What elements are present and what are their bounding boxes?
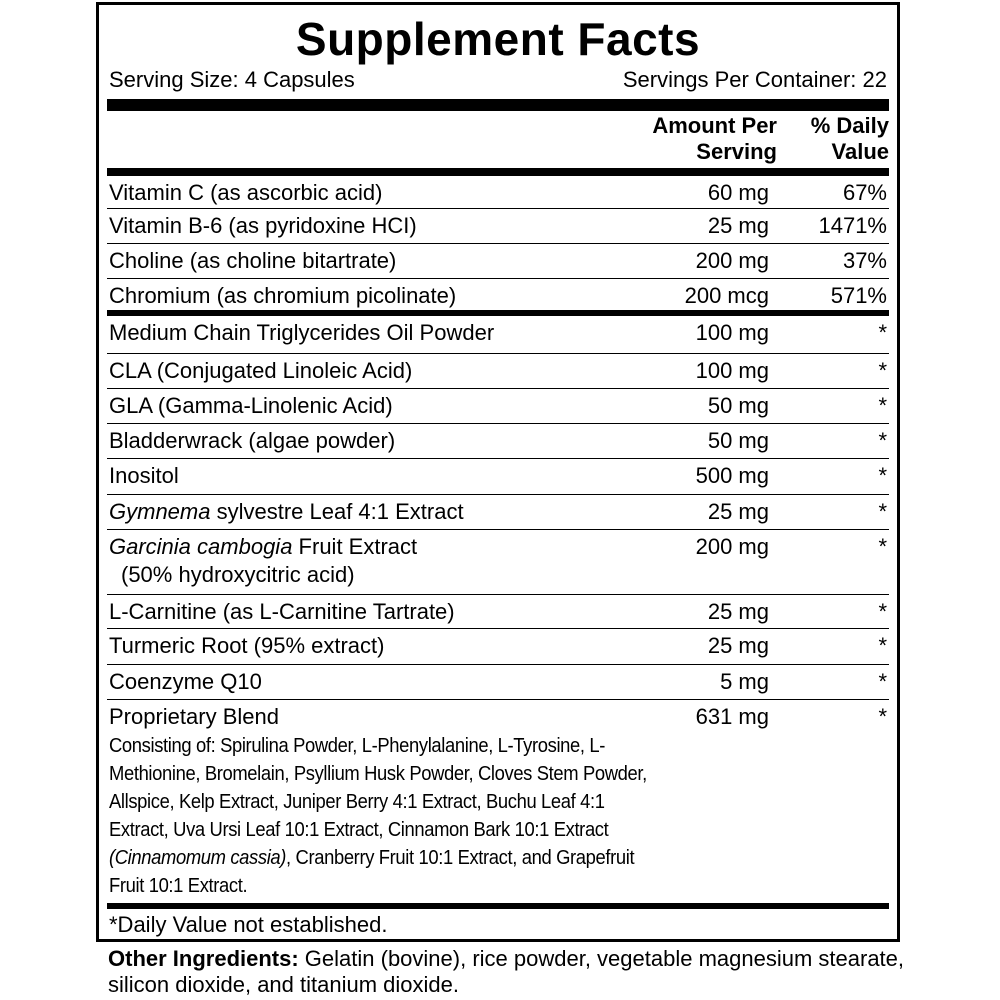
- nutrient-amount: 60 mg: [707, 180, 769, 205]
- ingredient-name: Bladderwrack (algae powder): [109, 428, 396, 453]
- nutrient-row-chromium: [107, 279, 889, 310]
- nutrient-daily-value: 1471%: [818, 213, 887, 238]
- ingredient-amount: 100 mg: [695, 320, 769, 345]
- ingredient-name: Coenzyme Q10: [109, 669, 262, 694]
- ingredient-row-mct: [107, 316, 889, 354]
- ingredient-name-italic: Gymnema: [109, 499, 211, 524]
- daily-value-footnote: *Daily Value not established.: [109, 912, 388, 937]
- ingredient-daily-value: *: [878, 704, 887, 729]
- other-ingredients-text: Gelatin (bovine), rice powder, vegetable magnesium stearate, silicon dioxide, and titanium dioxide.: [108, 946, 905, 997]
- blend-description-part2: , Cranberry Fruit 10:1 Extract, and Grapefruit Fruit 10:1 Extract.: [109, 847, 635, 897]
- ingredient-row-cla: [107, 354, 889, 389]
- ingredient-row-gla: [107, 389, 889, 424]
- ingredient-name: Inositol: [109, 463, 179, 488]
- ingredient-name-rest: sylvestre Leaf 4:1 Extract: [210, 499, 464, 524]
- ingredient-amount: 25 mg: [707, 633, 769, 658]
- ingredient-daily-value: *: [878, 669, 887, 694]
- nutrient-name: Choline (as choline bitartrate): [109, 248, 397, 273]
- ingredient-row-l-carnitine: [107, 595, 889, 629]
- ingredient-amount: 25 mg: [707, 599, 769, 624]
- ingredient-daily-value: *: [878, 428, 887, 453]
- thick-divider: [107, 99, 889, 111]
- blend-description-part1: Consisting of: Spirulina Powder, L-Phenylalanine, L-Tyrosine, L-Methionine, Bromelain, Psyllium Husk Powder, Cloves Stem Powder, Allspice, Kelp Extract, Juniper Berry 4:1 Extract, Buchu Leaf 4:1 Extract, Uva Ursi Leaf 10:1 Extract, Cinnamon Bark 10:1 Extract: [109, 735, 647, 841]
- ingredient-row-gymnema: [107, 495, 889, 530]
- ingredient-name: CLA (Conjugated Linoleic Acid): [109, 358, 413, 383]
- nutrient-daily-value: 37%: [842, 248, 887, 273]
- ingredient-amount: 50 mg: [707, 428, 769, 453]
- ingredient-row-inositol: [107, 459, 889, 495]
- nutrient-row-choline: [107, 244, 889, 279]
- ingredient-daily-value: *: [878, 358, 887, 383]
- ingredient-amount: 50 mg: [707, 393, 769, 418]
- ingredient-row-bladderwrack: [107, 424, 889, 459]
- ingredient-name: GLA (Gamma-Linolenic Acid): [109, 393, 393, 418]
- nutrient-amount: 200 mcg: [684, 283, 769, 308]
- ingredient-subtext: (50% hydroxycitric acid): [121, 562, 355, 587]
- nutrient-name: Vitamin B-6 (as pyridoxine HCI): [109, 213, 417, 238]
- ingredient-row-coq10: [107, 665, 889, 700]
- other-ingredients-label: Other Ingredients:: [108, 946, 299, 971]
- nutrient-daily-value: 67%: [842, 180, 887, 205]
- ingredient-daily-value: *: [878, 393, 887, 418]
- header-daily-value: [811, 113, 889, 165]
- nutrient-name: Chromium (as chromium picolinate): [109, 283, 457, 308]
- header-dv-line2: Value: [831, 139, 889, 164]
- ingredient-amount: 5 mg: [720, 669, 769, 694]
- ingredient-daily-value: *: [878, 599, 887, 624]
- other-ingredients: [108, 946, 908, 998]
- thick-divider: [107, 168, 889, 176]
- ingredient-name: Proprietary Blend: [109, 704, 279, 729]
- ingredient-daily-value: *: [878, 463, 887, 488]
- servings-per-container: Servings Per Container: 22: [622, 67, 887, 92]
- supplement-facts-panel: [96, 2, 900, 942]
- ingredient-amount: 200 mg: [695, 534, 769, 559]
- blend-description-italic: (Cinnamomum cassia): [109, 847, 287, 869]
- blend-description: [109, 732, 661, 900]
- ingredient-daily-value: *: [878, 499, 887, 524]
- nutrient-amount: 25 mg: [707, 213, 769, 238]
- panel-title: Supplement Facts: [295, 13, 701, 65]
- ingredient-daily-value: *: [878, 633, 887, 658]
- serving-size: Serving Size: 4 Capsules: [109, 67, 355, 92]
- ingredient-name: Medium Chain Triglycerides Oil Powder: [109, 320, 495, 345]
- header-amount-line2: Serving: [696, 139, 777, 164]
- ingredient-row-proprietary-blend: [107, 700, 889, 903]
- header-amount-line1: Amount Per: [652, 113, 777, 138]
- nutrient-amount: 200 mg: [695, 248, 769, 273]
- ingredient-amount: 500 mg: [695, 463, 769, 488]
- ingredient-name-rest: Fruit Extract: [292, 534, 418, 559]
- ingredient-name-italic: Garcinia cambogia: [109, 534, 293, 559]
- header-amount-per-serving: [652, 113, 777, 165]
- ingredient-row-turmeric: [107, 629, 889, 665]
- nutrient-name: Vitamin C (as ascorbic acid): [109, 180, 383, 205]
- ingredient-amount: 100 mg: [695, 358, 769, 383]
- nutrient-daily-value: 571%: [830, 283, 887, 308]
- ingredient-daily-value: *: [878, 320, 887, 345]
- ingredient-row-garcinia: [107, 530, 889, 595]
- ingredient-name: Turmeric Root (95% extract): [109, 633, 385, 658]
- thick-divider: [107, 903, 889, 909]
- ingredient-name: L-Carnitine (as L-Carnitine Tartrate): [109, 599, 455, 624]
- ingredient-daily-value: *: [878, 534, 887, 559]
- ingredient-amount: 631 mg: [695, 704, 769, 729]
- nutrient-row-vitamin-b6: [107, 209, 889, 244]
- ingredient-name: [109, 534, 417, 560]
- header-dv-line1: % Daily: [810, 113, 889, 138]
- ingredient-amount: 25 mg: [707, 499, 769, 524]
- nutrient-row-vitamin-c: [107, 176, 889, 209]
- ingredient-name: [109, 499, 464, 525]
